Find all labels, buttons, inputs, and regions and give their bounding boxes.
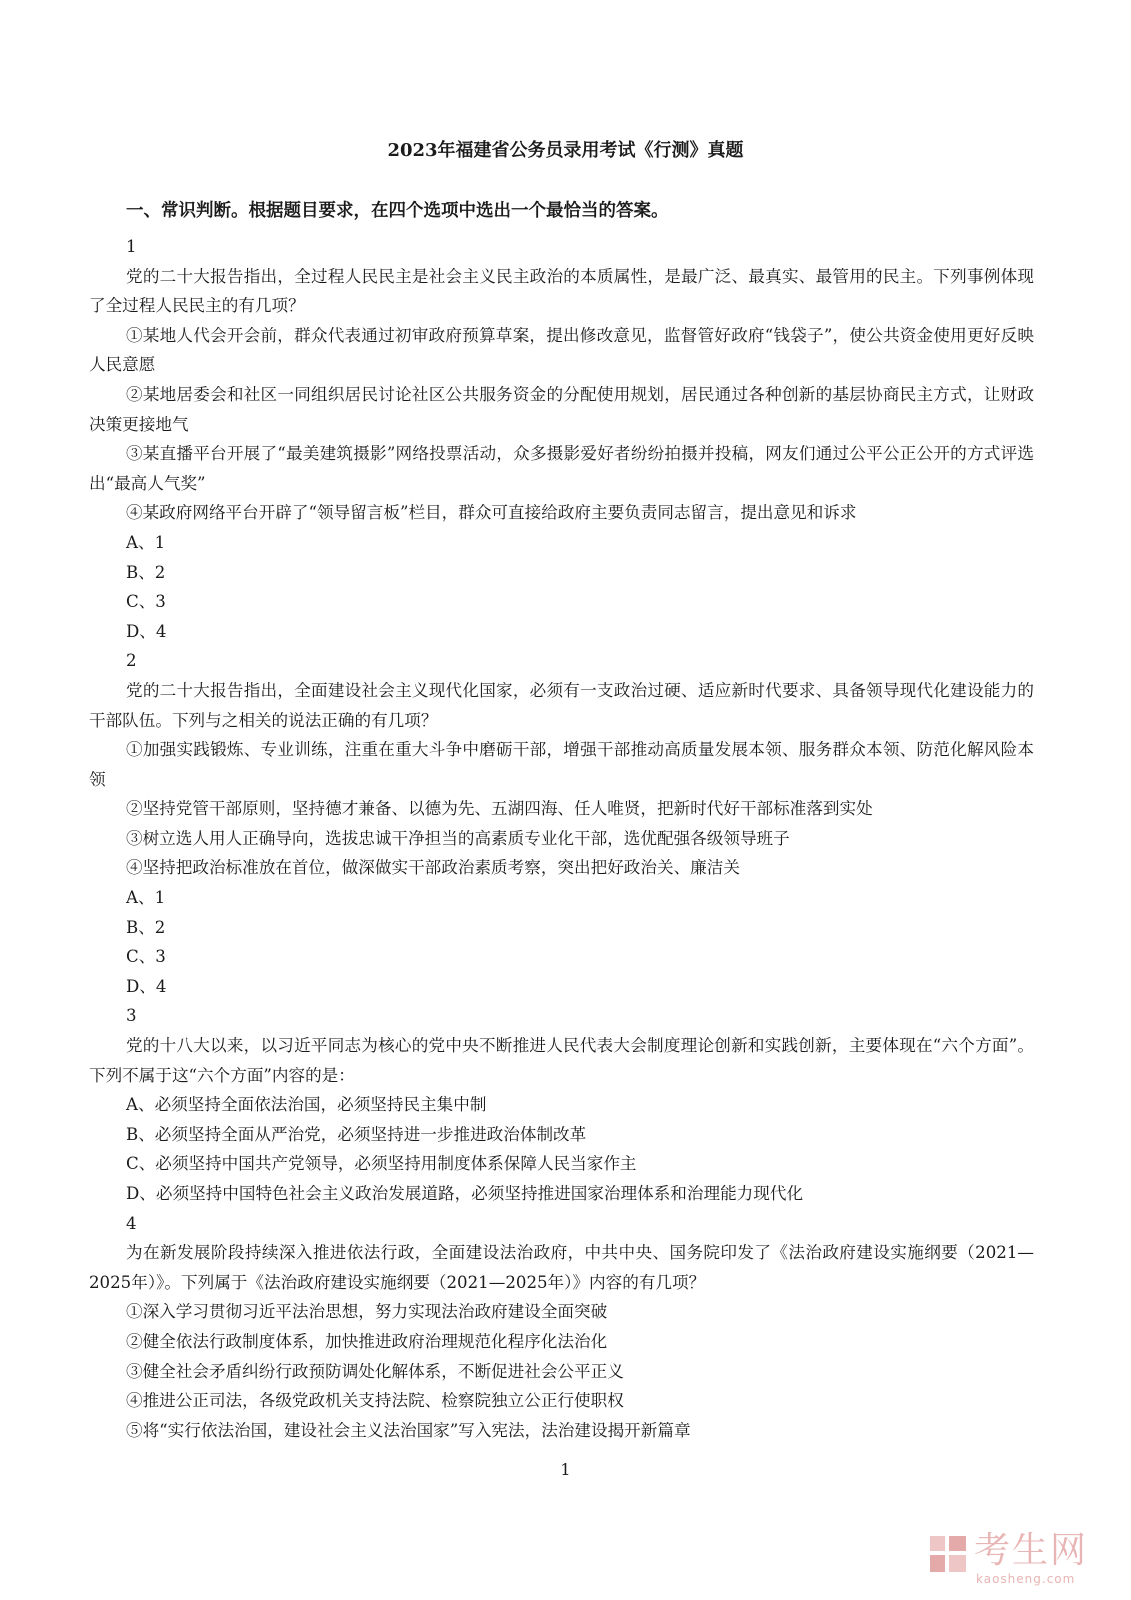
watermark-name: 考生网	[974, 1530, 1089, 1571]
statement-item: ③健全社会矛盾纠纷行政预防调处化解体系，不断促进社会公平正义	[126, 1361, 624, 1381]
question-number: 1	[126, 237, 137, 256]
question-content	[89, 232, 1034, 1445]
answer-option: D、4	[126, 976, 167, 996]
statement-item: ④推进公正司法，各级党政机关支持法院、检察院独立公正行使职权	[126, 1391, 624, 1411]
question-stem: 党的十八大以来，以习近平同志为核心的党中央不断推进人民代表大会制度理论创新和实践创新，主要体现在“六个方面”。下列不属于这“六个方面”内容的是：	[89, 1036, 1034, 1085]
question-number: 2	[126, 651, 137, 671]
question-number: 3	[126, 1006, 137, 1026]
statement-item: ⑤将“实行依法治国，建设社会主义法治国家”写入宪法，法治建设揭开新篇章	[126, 1420, 691, 1440]
page-number: 1	[560, 1460, 571, 1479]
statement-item: ③某直播平台开展了“最美建筑摄影”网络投票活动，众多摄影爱好者纷纷拍摄并投稿，网友们通过公平公正公开的方式评选出“最高人气奖”	[89, 444, 1034, 493]
statement-item: ①深入学习贯彻习近平法治思想，努力实现法治政府建设全面突破	[126, 1302, 608, 1322]
answer-option: C、3	[126, 592, 166, 612]
statement-item: ①某地人代会开会前，群众代表通过初审政府预算草案，提出修改意见，监督管好政府“钱袋子”，使公共资金使用更好反映人民意愿	[89, 325, 1034, 375]
section-heading: 一、常识判断。根据题目要求，在四个选项中选出一个最恰当的答案。	[126, 201, 669, 221]
statement-item: ②某地居委会和社区一同组织居民讨论社区公共服务资金的分配使用规划，居民通过各种创新的基层协商民主方式，让财政决策更接地气	[89, 384, 1034, 434]
answer-option: D、必须坚持中国特色社会主义政治发展道路，必须坚持推进国家治理体系和治理能力现代化	[126, 1184, 804, 1203]
answer-option: B、2	[126, 917, 166, 937]
answer-option: B、必须坚持全面从严治党，必须坚持进一步推进政治体制改革	[126, 1124, 587, 1144]
answer-option: A、1	[126, 532, 166, 552]
statement-item: ②健全依法行政制度体系，加快推进政府治理规范化程序化法治化	[126, 1331, 608, 1351]
answer-option: B、2	[126, 562, 166, 582]
statement-item: ③树立选人用人正确导向，选拔忠诚干净担当的高素质专业化干部，选优配强各级领导班子	[126, 828, 790, 848]
statement-item: ①加强实践锻炼、专业训练，注重在重大斗争中磨砺干部，增强干部推动高质量发展本领、服务群众本领、防范化解风险本领	[89, 740, 1034, 789]
watermark-url: kaosheng.com	[976, 1572, 1076, 1586]
answer-option: C、必须坚持中国共产党领导，必须坚持用制度体系保障人民当家作主	[126, 1154, 637, 1174]
question-number: 4	[126, 1213, 137, 1233]
answer-option: A、1	[126, 888, 166, 908]
question-stem: 党的二十大报告指出，全面建设社会主义现代化国家，必须有一支政治过硬、适应新时代要求、具备领导现代化建设能力的干部队伍。下列与之相关的说法正确的有几项？	[89, 680, 1034, 730]
statement-item: ④坚持把政治标准放在首位，做深做实干部政治素质考察，突出把好政治关、廉洁关	[126, 858, 740, 878]
question-stem: 党的二十大报告指出，全过程人民民主是社会主义民主政治的本质属性，是最广泛、最真实、最管用的民主。下列事例体现了全过程人民民主的有几项？	[89, 266, 1034, 316]
statement-item: ④某政府网络平台开辟了“领导留言板”栏目，群众可直接给政府主要负责同志留言，提出意见和诉求	[126, 503, 857, 523]
answer-option: A、必须坚持全面依法治国，必须坚持民主集中制	[126, 1095, 487, 1115]
watermark	[928, 1530, 1118, 1590]
answer-option: C、3	[126, 947, 166, 967]
statement-item: ②坚持党管干部原则，坚持德才兼备、以德为先、五湖四海、任人唯贤，把新时代好干部标准落到实处	[126, 799, 873, 819]
watermark-logo-icon	[928, 1534, 968, 1574]
question-stem: 为在新发展阶段持续深入推进依法行政，全面建设法治政府，中共中央、国务院印发了《法治政府建设实施纲要（2021—2025年）》。下列属于《法治政府建设实施纲要（2021—2025年）》内容的有几项？	[89, 1243, 1034, 1292]
answer-option: D、4	[126, 621, 167, 641]
document-title: 2023年福建省公务员录用考试《行测》真题	[387, 140, 744, 161]
